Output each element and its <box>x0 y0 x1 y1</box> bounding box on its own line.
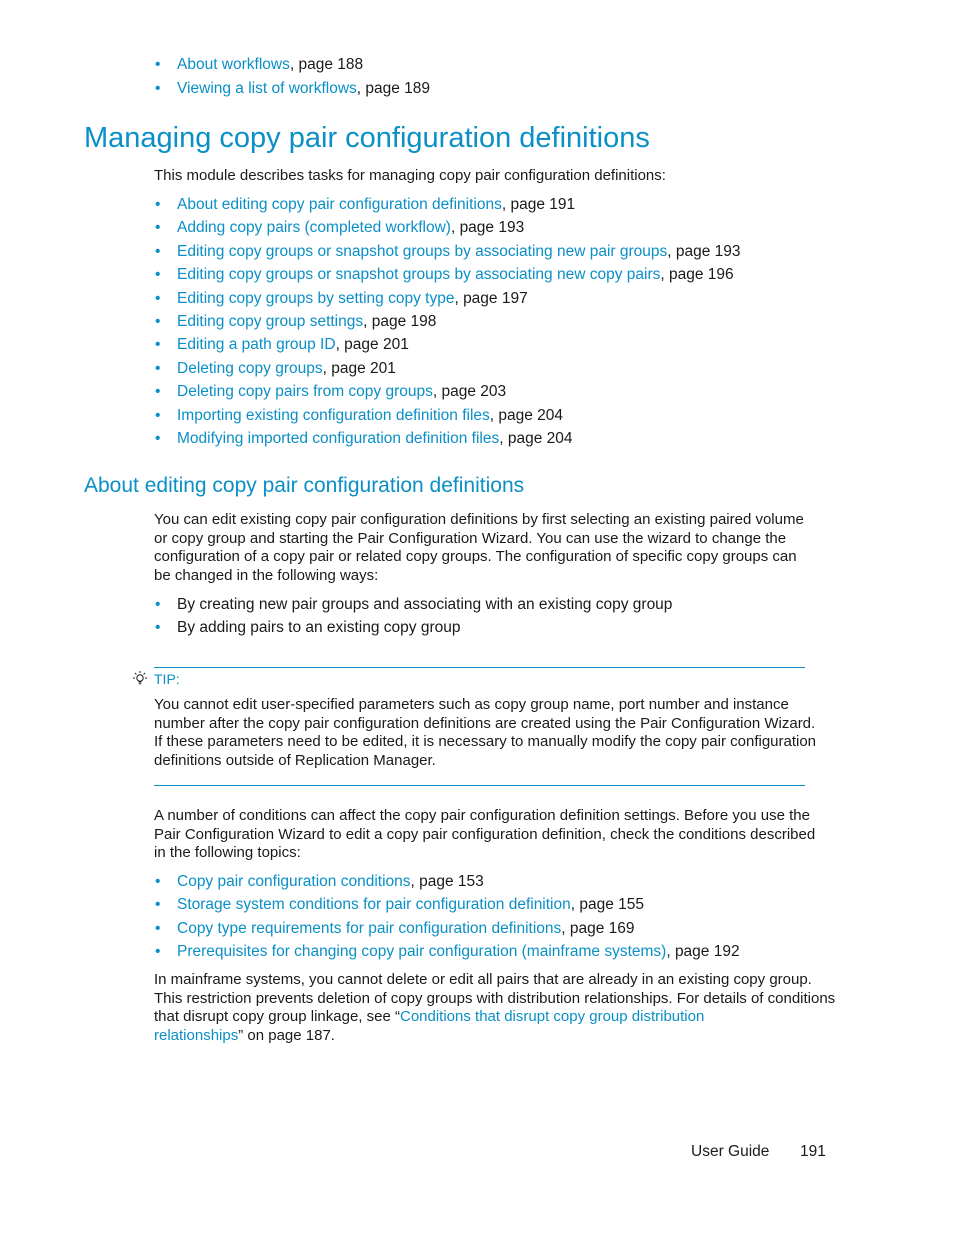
page-number: 191 <box>800 1143 826 1160</box>
list-item: • Editing copy groups by setting copy type, page 197 <box>154 287 741 310</box>
module-task-list <box>154 193 741 450</box>
task-link[interactable]: Adding copy pairs (completed workflow) <box>177 219 451 237</box>
list-item: • Deleting copy pairs from copy groups, page 203 <box>154 380 741 403</box>
task-link[interactable]: Editing copy group settings <box>177 313 364 331</box>
task-link[interactable]: Deleting copy groups <box>177 359 323 377</box>
list-item: • Importing existing configuration definition files, page 204 <box>154 404 741 427</box>
list-item: • About workflows, page 188 <box>154 53 430 77</box>
section-title: Managing copy pair configuration definitions <box>84 122 650 154</box>
link-disrupt-conditions[interactable]: Conditions that disrupt copy group distribution <box>399 1008 705 1026</box>
footer-label: User Guide <box>691 1143 770 1160</box>
link-about-workflows[interactable]: About workflows <box>177 56 290 73</box>
subsection-title: About editing copy pair configuration definitions <box>84 474 525 497</box>
condition-link[interactable]: Copy type requirements for pair configuration definitions <box>177 919 562 937</box>
list-item: • Copy type requirements for pair configuration definitions, page 169 <box>154 917 740 940</box>
list-item: • Editing copy groups or snapshot groups by associating new pair groups, page 193 <box>154 240 741 263</box>
mainframe-paragraph: In mainframe systems, you cannot delete or edit all pairs that are already in an existing copy group. This restriction prevents deletion of copy groups with distribution relationships. For details of conditions that disrupt copy group linkage, see “Conditions that disrupt copy group distribution relationships” on page 187. <box>154 971 836 1045</box>
list-item: • By creating new pair groups and associating with an existing copy group <box>154 593 672 616</box>
list-item: • Modifying imported configuration definition files, page 204 <box>154 427 741 450</box>
top-related-list <box>154 53 430 101</box>
task-link[interactable]: Editing a path group ID <box>177 336 336 354</box>
task-link[interactable]: About editing copy pair configuration definitions <box>177 196 502 213</box>
list-item: • Adding copy pairs (completed workflow), page 193 <box>154 216 741 239</box>
task-link[interactable]: Modifying imported configuration definition files <box>177 430 500 448</box>
task-link[interactable]: Deleting copy pairs from copy groups <box>177 383 433 401</box>
list-item: • Prerequisites for changing copy pair configuration (mainframe systems), page 192 <box>154 940 740 963</box>
lightbulb-icon <box>131 670 149 688</box>
condition-link[interactable]: Storage system conditions for pair configuration definition <box>177 896 571 914</box>
list-item: • Copy pair configuration conditions, page 153 <box>154 870 740 893</box>
conditions-list <box>154 870 740 964</box>
list-item: • Editing copy groups or snapshot groups by associating new copy pairs, page 196 <box>154 263 741 286</box>
list-item: • About editing copy pair configuration definitions, page 191 <box>154 193 741 216</box>
conditions-paragraph: A number of conditions can affect the copy pair configuration definition settings. Before you use the Pair Configuration Wizard to edit a copy pair configuration definition, check the conditions described in the following topics: <box>154 807 816 862</box>
condition-link[interactable]: Prerequisites for changing copy pair configuration (mainframe systems) <box>177 943 667 961</box>
subsection-paragraph: You can edit existing copy pair configuration definitions by first selecting an existing paired volume or copy group and starting the Pair Configuration Wizard. You can use the wizard to change the configuration of a copy pair or related copy groups. The configuration of specific copy groups can be changed in the following ways: <box>154 511 804 585</box>
task-link[interactable]: Editing copy groups or snapshot groups by associating new copy pairs <box>177 266 661 284</box>
list-item: • Viewing a list of workflows, page 189 <box>154 77 430 101</box>
task-link[interactable]: Editing copy groups by setting copy type <box>177 289 455 307</box>
tip-bottom-rule <box>154 785 805 786</box>
tip-text: You cannot edit user-specified parameters such as copy group name, port number and instance number after the copy pair configuration definitions are created using the Pair Configuration Wizard. If these parameters need to be edited, it is necessary to manually modify the copy pair configuration definitions outside of Replication Manager. <box>154 696 817 770</box>
condition-link[interactable]: Copy pair configuration conditions <box>177 873 411 890</box>
tip-top-rule <box>154 667 805 668</box>
tip-label: TIP: <box>154 671 180 687</box>
task-link[interactable]: Editing copy groups or snapshot groups by associating new pair groups <box>177 242 668 260</box>
edit-ways-list <box>154 593 672 640</box>
link-relationships[interactable]: relationships <box>154 1027 239 1045</box>
section-intro: This module describes tasks for managing copy pair configuration definitions: <box>154 167 666 184</box>
task-link[interactable]: Importing existing configuration definition files <box>177 406 490 424</box>
list-item: • Editing a path group ID, page 201 <box>154 333 741 356</box>
list-item: • Storage system conditions for pair configuration definition, page 155 <box>154 893 740 916</box>
list-item: • By adding pairs to an existing copy group <box>154 616 672 639</box>
link-viewing-workflows[interactable]: Viewing a list of workflows <box>177 80 357 97</box>
list-item: • Deleting copy groups, page 201 <box>154 357 741 380</box>
list-item: • Editing copy group settings, page 198 <box>154 310 741 333</box>
